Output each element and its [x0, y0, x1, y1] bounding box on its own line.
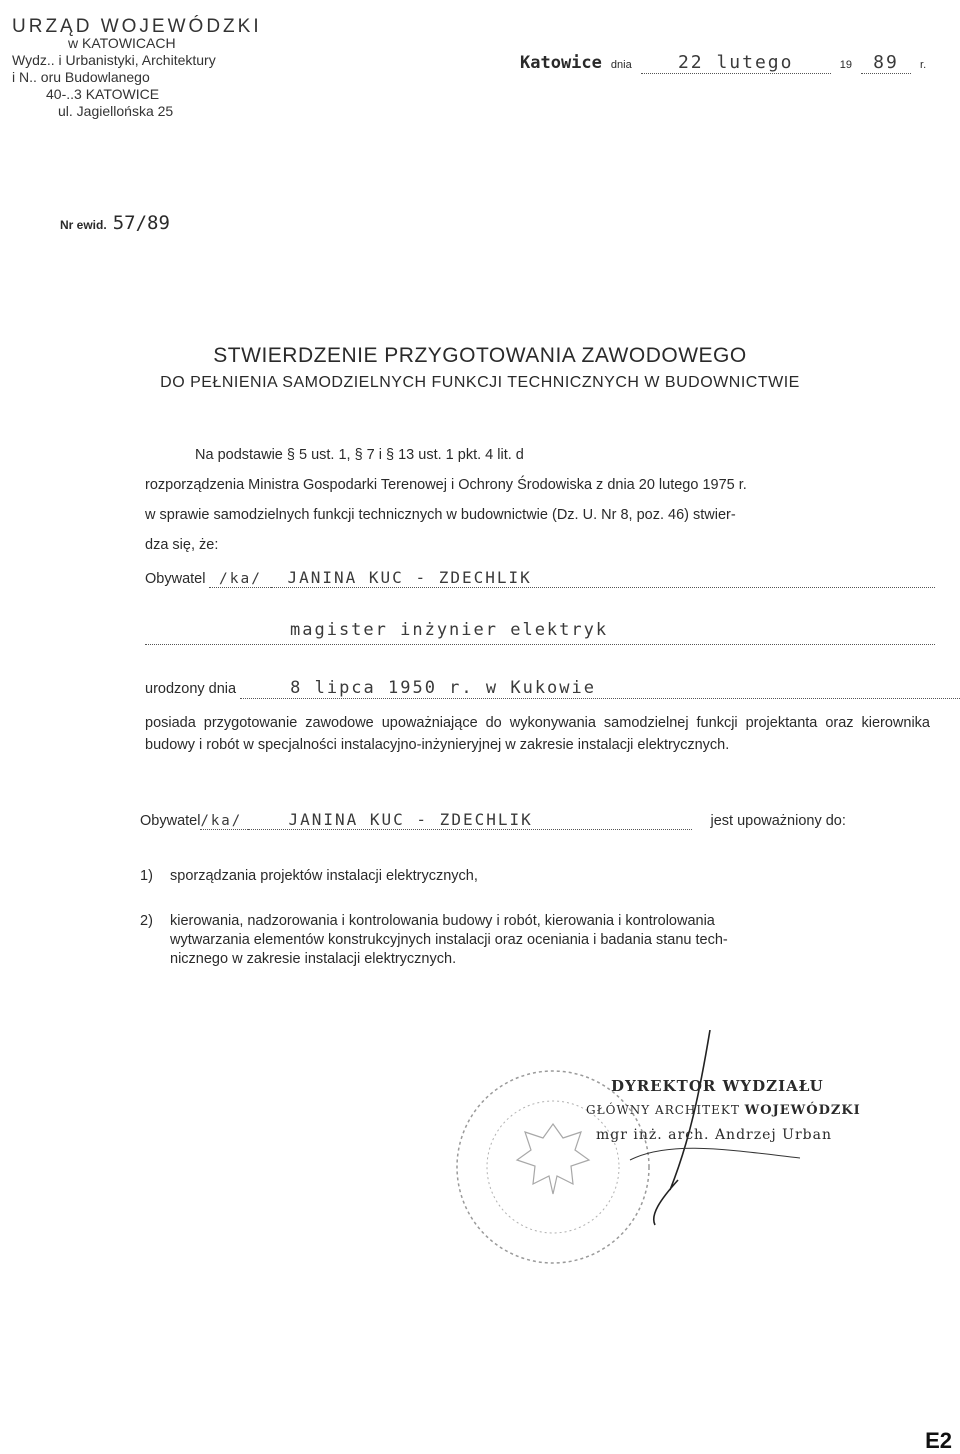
document-title: STWIERDZENIE PRZYGOTOWANIA ZAWODOWEGO [213, 344, 747, 367]
authorization-tail: jest upoważniony do: [710, 813, 846, 829]
legal-basis-line: w sprawie samodzielnych funkcji technicznych w budownictwie (Dz. U. Nr 8, poz. 46) stwier- [145, 507, 736, 523]
office-department-cont: i N.. oru Budowlanego [12, 69, 150, 85]
gender-suffix: /ka/ [200, 813, 248, 830]
page-code: E2 [925, 1428, 952, 1453]
signatory-name: mgr inż. arch. Andrzej Urban [596, 1127, 832, 1143]
issue-date: 22 lutego [641, 52, 831, 74]
person-name: JANINA KUC - ZDECHLIK [248, 810, 692, 830]
authorization-item [140, 868, 930, 884]
signatory-role-b: WOJEWÓDZKI [744, 1103, 861, 1118]
legal-basis-line: dza się, że: [145, 537, 219, 553]
citizen-line [145, 568, 935, 588]
person-degree: magister inżynier elektryk [290, 620, 609, 640]
office-department: Wydz.. i Urbanistyki, Architektury [12, 52, 216, 68]
registry-number [60, 212, 170, 234]
dnia-label: dnia [610, 59, 632, 71]
item-number: 2) [140, 913, 153, 929]
legal-basis-line: rozporządzenia Ministra Gospodarki Terenowej i Ochrony Środowiska z dnia 20 lutego 1975 r. [145, 477, 747, 493]
authorization-item [140, 912, 930, 969]
year-suffix: r. [920, 59, 927, 71]
qualification-text: posiada przygotowanie zawodowe upoważniające do wykonywania samodzielnej funkcji projektanta oraz kierownika budowy i robót w specjalności instalacyjno-inżynieryjnej w zakresie instalacji elektrycznych. [145, 715, 930, 753]
signature-block [586, 1074, 861, 1147]
document-subtitle: DO PEŁNIENIA SAMODZIELNYCH FUNKCJI TECHNICZNYCH W BUDOWNICTWIE [160, 374, 800, 391]
issuing-office-header [8, 18, 262, 120]
gender-suffix: /ka/ [209, 571, 271, 588]
year-prefix: 19 [839, 59, 852, 71]
legal-basis-line: Na podstawie § 5 ust. 1, § 7 i § 13 ust. 1 pkt. 4 lit. d [195, 447, 524, 463]
place-date-line [520, 52, 930, 74]
birth-details: 8 lipca 1950 r. w Kukowie [240, 678, 960, 699]
office-postal: 40-..3 KATOWICE [46, 86, 160, 102]
signatory-role: DYREKTOR WYDZIAŁU [611, 1077, 824, 1095]
signatory-role-a: GŁÓWNY ARCHITEKT [586, 1103, 740, 1117]
legal-basis [145, 440, 935, 560]
office-street: ul. Jagiellońska 25 [58, 103, 174, 119]
person-name: JANINA KUC - ZDECHLIK [271, 568, 935, 588]
citizen-label: Obywatel [140, 813, 201, 829]
office-name: URZĄD WOJEWÓDZKI [12, 16, 262, 37]
born-label: urodzony dnia [145, 681, 237, 697]
item-text: nicznego w zakresie instalacji elektrycznych. [170, 951, 457, 967]
birth-line [145, 678, 935, 699]
item-text: kierowania, nadzorowania i kontrolowania budowy i robót, kierowania i kontrolowania [170, 913, 715, 929]
city-label: Katowice [520, 53, 602, 73]
issue-year: 89 [861, 52, 911, 74]
item-number: 1) [140, 868, 153, 884]
registry-label: Nr ewid. [60, 218, 107, 232]
office-city: w KATOWICACH [68, 35, 176, 51]
citizen-label: Obywatel [145, 571, 206, 587]
authorization-line [140, 810, 935, 830]
degree-line [145, 620, 935, 645]
item-text: sporządzania projektów instalacji elektrycznych, [170, 868, 478, 884]
item-text: wytwarzania elementów konstrukcyjnych instalacji oraz oceniania i badania stanu tech- [170, 932, 728, 948]
registry-value: 57/89 [112, 212, 170, 234]
